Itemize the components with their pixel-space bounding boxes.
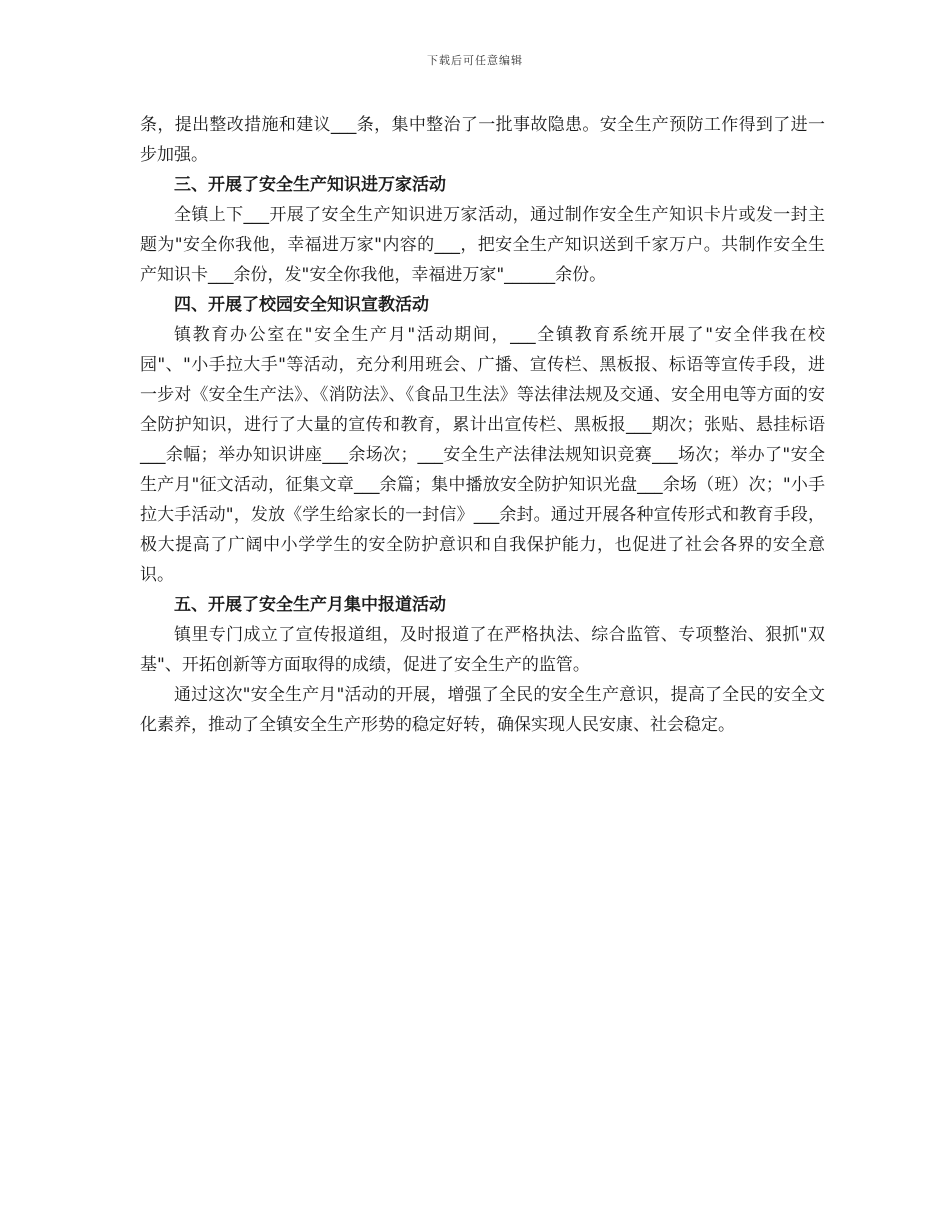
paragraph-conclusion: 通过这次"安全生产月"活动的开展，增强了全民的安全生产意识，提高了全民的安全文化素养，推动了全镇安全生产形势的稳定好转，确保实现人民安康、社会稳定。 [140,685,825,735]
section-heading-3: 三、开展了安全生产知识进万家活动 [174,175,446,195]
section-heading-5: 五、开展了安全生产月集中报道活动 [174,595,446,615]
paragraph-section-3: 全镇上下___开展了安全生产知识进万家活动，通过制作安全生产知识卡片或发一封主题为"安全你我他，幸福进万家"内容的___，把安全生产知识送到千家万户。共制作安全生产知识卡___余份，发"安全你我他，幸福进万家"______余份。 [140,205,825,285]
section-heading-4: 四、开展了校园安全知识宣教活动 [174,295,429,315]
paragraph-section-5: 镇里专门成立了宣传报道组，及时报道了在严格执法、综合监管、专项整治、狠抓"双基"、开拓创新等方面取得的成绩，促进了安全生产的监管。 [140,625,825,675]
paragraph-continuation: 条，提出整改措施和建议___条，集中整治了一批事故隐患。安全生产预防工作得到了进一步加强。 [140,115,825,165]
paragraph-section-4: 镇教育办公室在"安全生产月"活动期间，___全镇教育系统开展了"安全伴我在校园"、"小手拉大手"等活动，充分利用班会、广播、宣传栏、黑板报、标语等宣传手段，进一步对《安全生产法》、《消防法》、《食品卫生法》等法律法规及交通、安全用电等方面的安全防护知识，进行了大量的宣传和教育，累计出宣传栏、黑板报___期次；张贴、悬挂标语___余幅；举办知识讲座___余场次；___安全生产法律法规知识竞赛___场次；举办了"安全生产月"征文活动，征集文章___余篇；集中播放安全防护知识光盘___余场（班）次；"小手拉大手活动"，发放《学生给家长的一封信》___余封。通过开展各种宣传形式和教育手段，极大提高了广阔中小学学生的安全防护意识和自我保护能力，也促进了社会各界的安全意识。 [140,325,825,585]
document-body [140,110,825,740]
page-header: 下载后可任意编辑 [427,54,523,67]
